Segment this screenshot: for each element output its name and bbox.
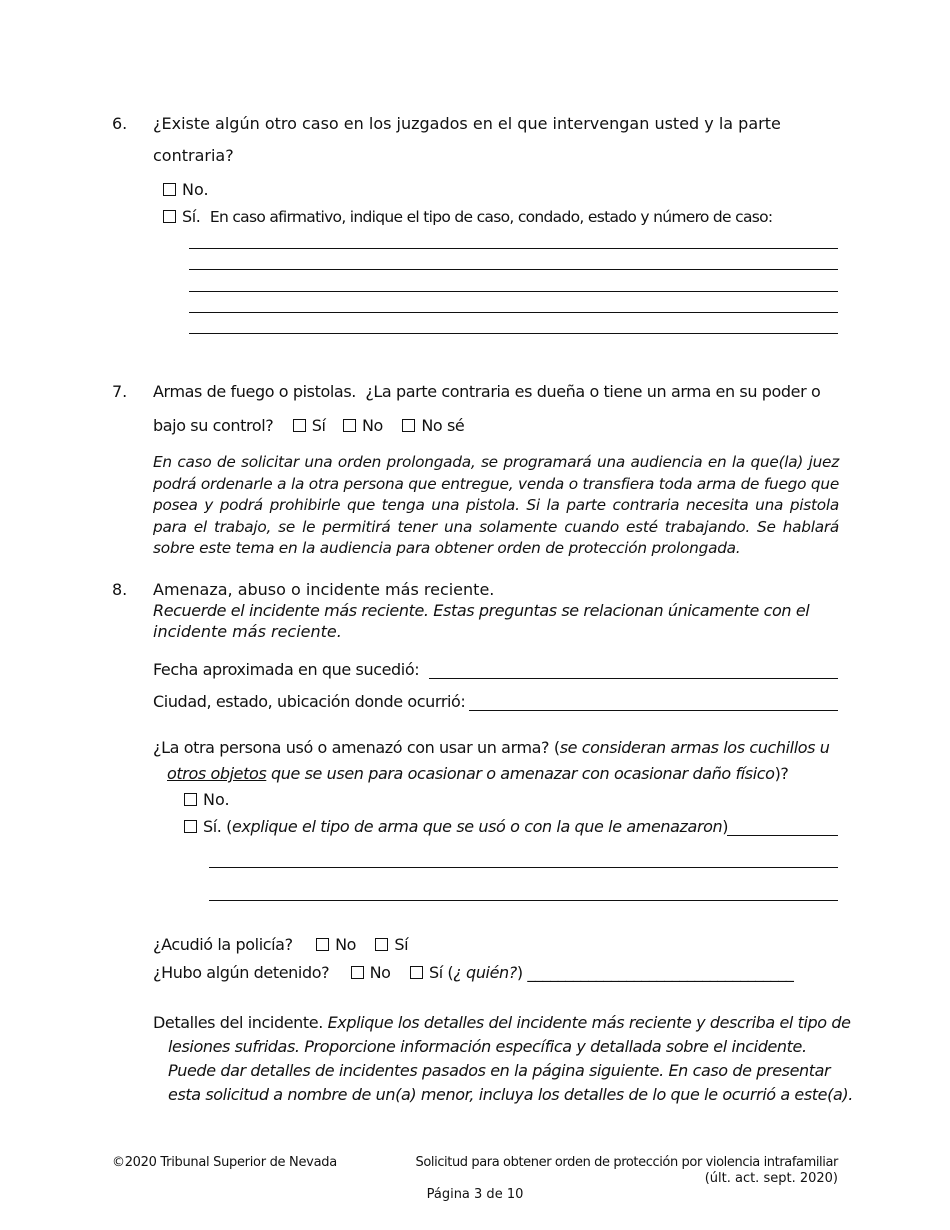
q7-no-label: No xyxy=(361,416,383,435)
q7-title: Armas de fuego o pistolas. xyxy=(153,382,356,401)
q8-subtitle-line2: incidente más reciente. xyxy=(153,622,342,641)
q8-arrest-who: ¿ quién? xyxy=(453,963,517,982)
footer-revision: (últ. act. sept. 2020) xyxy=(704,1171,838,1186)
footer-form-title: Solicitud para obtener orden de protección por violencia intrafamiliar xyxy=(415,1155,838,1170)
q6-answer-line-4[interactable] xyxy=(189,312,838,313)
q8-police-yes-checkbox[interactable] xyxy=(375,938,388,951)
q8-weapon-yes-close: ) xyxy=(722,817,729,836)
q6-yes-checkbox[interactable] xyxy=(163,210,176,223)
q8-police-label: ¿Acudió la policía? xyxy=(153,935,293,954)
q8-details-line1 xyxy=(153,1013,851,1032)
q8-arrest-yes-checkbox[interactable] xyxy=(410,966,423,979)
q8-weapon-no-checkbox[interactable] xyxy=(184,793,197,806)
q7-firearms-note: En caso de solicitar una orden prolongada, se programará una audiencia en la que(la) juez podrá ordenarle a la otra persona que entregue, venda o transfiera toda arma de fuego que posea y podrá prohibirle que tenga una pistola. Si la parte contraria necesita una pistola para el trabajo, se le permitirá tener una solamente cuando esté trabajando. Se hablará sobre este tema en la audiencia para obtener orden de protección prolongada. xyxy=(153,453,839,557)
q7-question-cont: bajo su control? xyxy=(153,416,274,435)
q8-police-yes-label: Sí xyxy=(394,935,409,954)
footer-copyright: ©2020 Tribunal Superior de Nevada xyxy=(112,1155,337,1170)
q7-yes-label: Sí xyxy=(311,416,326,435)
q8-weapon-other-objects: otros objetos xyxy=(167,764,267,783)
q7-no-checkbox[interactable] xyxy=(343,419,356,432)
q8-weapon-question-end: )? xyxy=(774,764,789,783)
q8-police-no-checkbox[interactable] xyxy=(316,938,329,951)
q6-option-yes[interactable] xyxy=(163,207,772,226)
q8-arrest-row xyxy=(153,963,793,982)
q8-weapon-yes-explain: explique el tipo de arma que se usó o con la que le amenazaron xyxy=(232,817,723,836)
q8-weapon-answer-line-1[interactable] xyxy=(727,835,838,836)
q8-weapon-yes-label: Sí. ( xyxy=(203,817,233,836)
q8-weapon-yes-checkbox[interactable] xyxy=(184,820,197,833)
q6-answer-line-2[interactable] xyxy=(189,269,838,270)
q8-details-text-4: esta solicitud a nombre de un(a) menor, incluya los detalles de lo que le ocurrió a este(a). xyxy=(168,1085,853,1104)
q8-date-label: Fecha aproximada en que sucedió: xyxy=(153,660,420,679)
q8-weapon-question-text: ¿La otra persona usó o amenazó con usar un arma? ( xyxy=(153,738,560,757)
q6-yes-label: Sí. xyxy=(182,207,201,226)
q8-details-text-2: lesiones sufridas. Proporcione información específica y detallada sobre el incidente. xyxy=(168,1037,807,1056)
q8-weapon-option-no[interactable] xyxy=(184,790,230,809)
q8-police-row xyxy=(153,935,408,954)
q6-no-label: No. xyxy=(182,180,209,199)
q6-answer-line-3[interactable] xyxy=(189,291,838,292)
q6-yes-prompt: En caso afirmativo, indique el tipo de caso, condado, estado y número de caso: xyxy=(209,208,773,226)
q6-question-line2: contraria? xyxy=(153,146,234,165)
q7-number: 7. xyxy=(112,382,128,401)
q8-number: 8. xyxy=(112,580,128,599)
q7-question-line1 xyxy=(153,382,820,401)
q8-arrest-yes-label: Sí ( xyxy=(428,963,454,982)
q8-weapon-answer-line-2[interactable] xyxy=(209,867,838,868)
q8-weapon-no-label: No. xyxy=(203,790,230,809)
q7-unknown-checkbox[interactable] xyxy=(402,419,415,432)
q6-answer-line-1[interactable] xyxy=(189,248,838,249)
q6-no-checkbox[interactable] xyxy=(163,183,176,196)
q6-option-no[interactable] xyxy=(163,180,209,199)
q8-location-field[interactable] xyxy=(469,710,838,711)
q8-weapon-definition: se consideran armas los cuchillos u xyxy=(559,738,830,757)
q7-unknown-label: No sé xyxy=(421,416,465,435)
q8-arrest-who-field[interactable]: ) ___________________________________ xyxy=(516,963,794,982)
q6-question-line1: ¿Existe algún otro caso en los juzgados en el que intervengan usted y la parte xyxy=(153,114,781,133)
q7-question: ¿La parte contraria es dueña o tiene un arma en su poder o xyxy=(365,382,821,401)
q8-police-no-label: No xyxy=(335,935,357,954)
q6-answer-line-5[interactable] xyxy=(189,333,838,334)
q8-weapon-definition-cont: que se usen para ocasionar o amenazar con ocasionar daño físico xyxy=(266,764,775,783)
q8-arrest-no-label: No xyxy=(369,963,391,982)
q8-title: Amenaza, abuso o incidente más reciente. xyxy=(153,580,495,599)
q8-weapon-question-line2 xyxy=(167,764,789,783)
q7-yes-checkbox[interactable] xyxy=(293,419,306,432)
q8-details-label: Detalles del incidente. xyxy=(153,1013,323,1032)
q6-number: 6. xyxy=(112,114,128,133)
q8-location-label: Ciudad, estado, ubicación donde ocurrió: xyxy=(153,692,466,711)
q8-weapon-answer-line-3[interactable] xyxy=(209,900,838,901)
q8-weapon-question-line1 xyxy=(153,738,830,757)
q8-details-text-3: Puede dar detalles de incidentes pasados en la página siguiente. En caso de presentar xyxy=(168,1061,831,1080)
q8-date-field[interactable] xyxy=(429,678,838,679)
footer-page-number: Página 3 de 10 xyxy=(426,1187,524,1202)
q8-details-text-1: Explique los detalles del incidente más reciente y describa el tipo de xyxy=(327,1013,851,1032)
q8-subtitle-line1: Recuerde el incidente más reciente. Estas preguntas se relacionan únicamente con el xyxy=(153,601,810,620)
q8-arrest-no-checkbox[interactable] xyxy=(351,966,364,979)
q7-question-line2 xyxy=(153,416,464,435)
q8-weapon-option-yes[interactable] xyxy=(184,817,728,836)
q8-arrest-label: ¿Hubo algún detenido? xyxy=(153,963,330,982)
